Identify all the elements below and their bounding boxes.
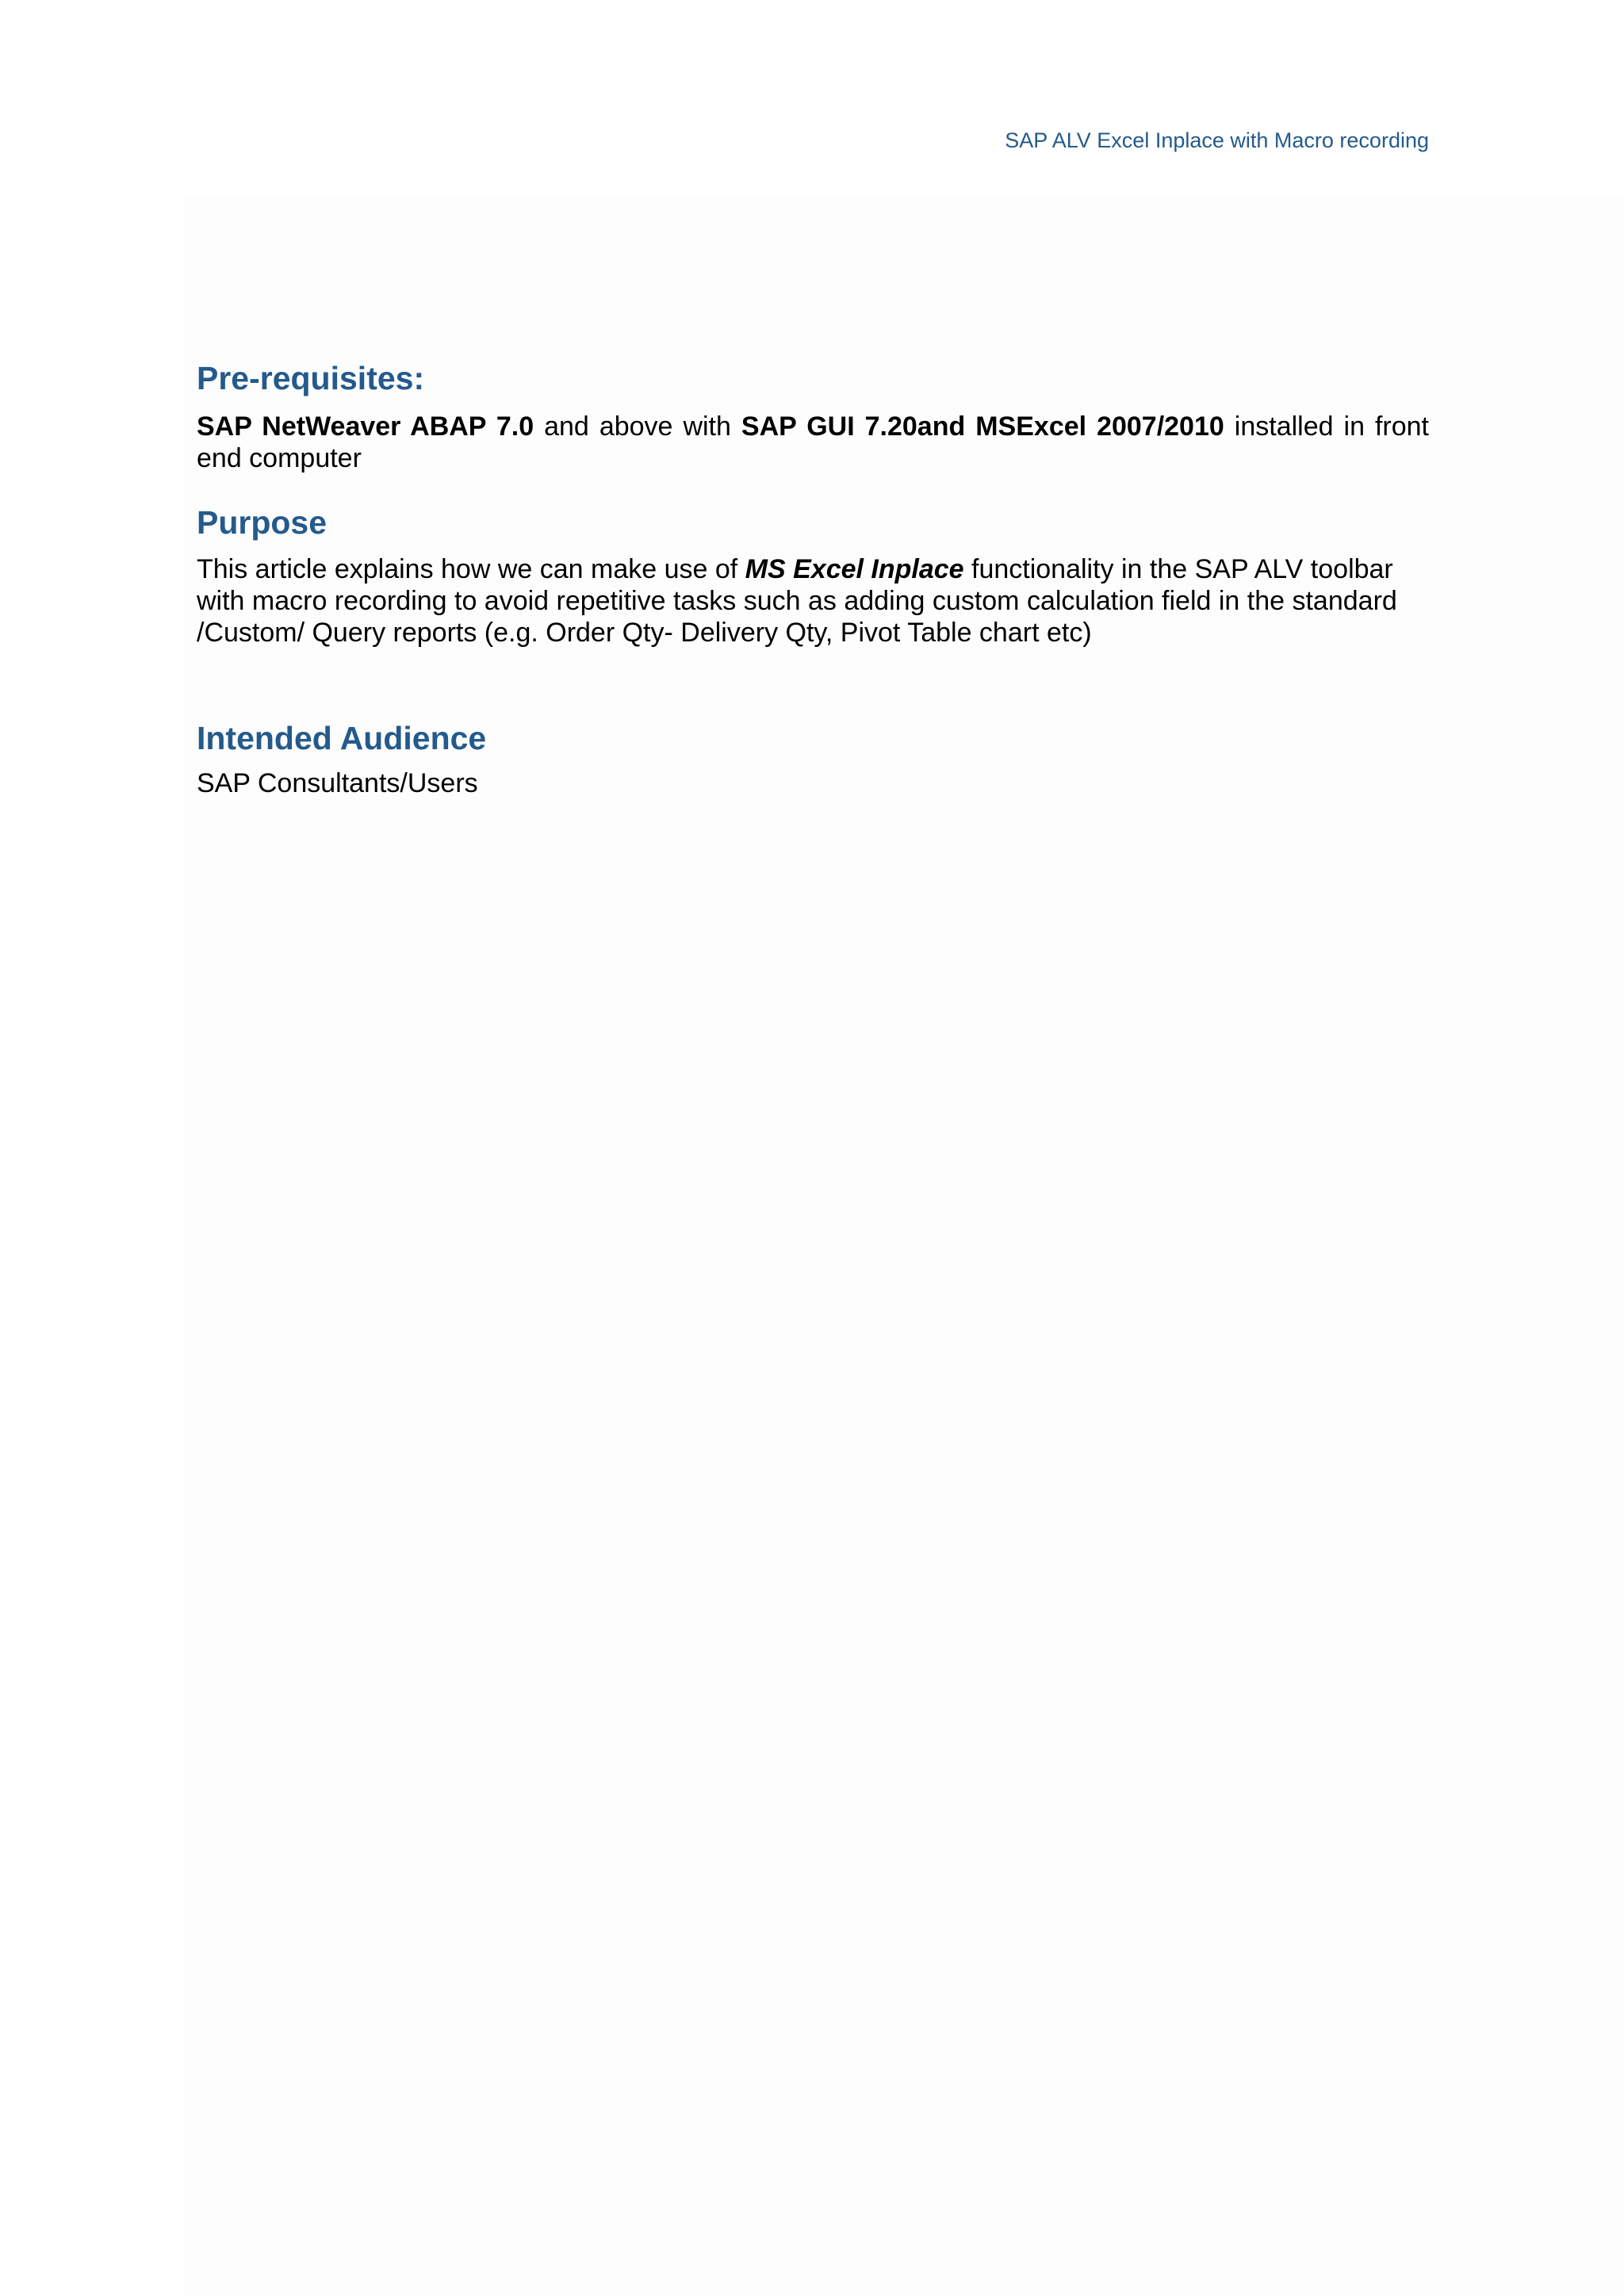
purpose-text-3: functionality in the SAP ALV toolbar with macro recording to avoid repetitive tasks such as adding custom calculation field in the standard /Custom/ Query reports (e.g. Order Qty- Delivery Qty, Pivot Table chart etc) [197,554,1397,648]
document-body [197,358,1429,799]
purpose-text-1: This article explains how we can make use of [197,554,745,584]
audience-text: SAP Consultants/Users [197,768,478,798]
prereq-gui-bold: SAP GUI 7.20and MSExcel 2007/2010 [741,411,1224,442]
audience-heading: Intended Audience [197,720,487,756]
prerequisites-heading: Pre-requisites: [197,360,425,396]
purpose-text [197,553,1429,649]
purpose-heading: Purpose [197,504,327,541]
prereq-text-2: and above with [534,411,741,442]
purpose-excel-inplace-bolditalic: MS Excel Inplace [745,554,964,584]
prereq-text-4: installed in front end computer [197,411,1429,473]
prereq-netweaver-bold: SAP NetWeaver ABAP 7.0 [197,411,534,442]
prerequisites-text [197,411,1429,474]
running-header: SAP ALV Excel Inplace with Macro recording [1005,128,1429,152]
